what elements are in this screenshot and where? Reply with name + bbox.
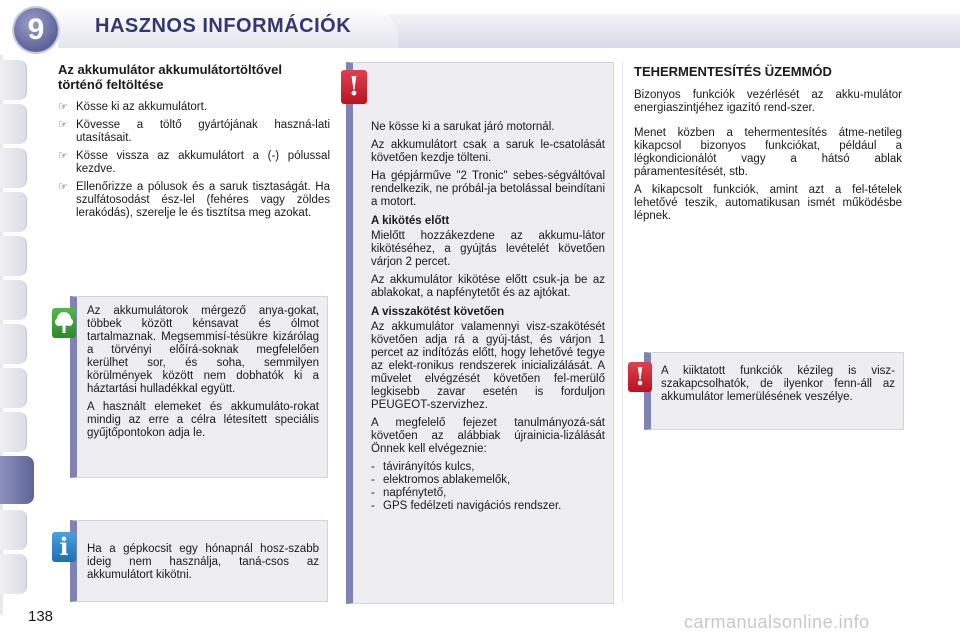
warning-paragraph: A megfelelő fejezet tanulmányozá-sát követően az alábbiak újrainicia-lizálását Önnek kell elvégeznie: [371,417,605,455]
warning-box [346,62,614,604]
chapter-tab-12[interactable] [0,554,27,594]
pointing-hand-icon: ☞ [58,119,68,131]
list-item: - távirányítós kulcs, [371,461,475,473]
section-title: TEHERMENTESÍTÉS ÜZEMMÓD [634,64,832,79]
left-column [58,62,330,225]
chapter-tab-3[interactable] [0,148,27,188]
pointing-hand-icon: ☞ [58,181,68,193]
subsection-title: A visszakötést követően [371,306,505,318]
column-divider [622,62,623,602]
list-item: ☞ Ellenőrizze a pólusok és a saruk tisztaságát. Ha szulfátosodást ész-lel (fehéres vagy zöldes lerakódás), szerelje le és tisztítsa meg azokat. [58,181,330,219]
warning-paragraph: Ha gépjárműve "2 Tronic" sebes-ségváltóval rendelkezik, ne próbál-ja betolással beindítani a motort. [371,170,605,208]
warning-paragraph: Az akkumulátort csak a saruk le-csatolását követően kezdje tölteni. [371,139,605,164]
chapter-tab-2[interactable] [0,104,27,144]
dash-list [371,461,605,513]
chapter-tab-9[interactable] [0,412,27,452]
list-item: ☞ Kövesse a töltő gyártójának haszná-lati utasításait. [58,119,330,144]
warning-paragraph: Az akkumulátor valamennyi visz-szakötését követően adja rá a gyúj-tást, és várjon 1 percet az indítózás előtt, hogy lehetővé tegye az elekt-ronikus rendszerek inicializálását. A művelet elvégzését követően fel-merülő legkisebb zavar esetén is forduljon PEUGEOT-szervizhez. [371,321,605,411]
warning-text: A kiiktatott funkciók kézileg is visz-szakapcsolhatók, de ilyenkor fenn-áll az akkumulátor lemerülésének veszélye. [661,365,895,403]
subsection-title: A kikötés előtt [371,215,450,227]
page-number: 138 [28,608,54,625]
chapter-tab-4[interactable] [0,192,27,232]
env-paragraph: Az akkumulátorok mérgező anya-gokat, többek között kénsavat és ólmot tartalmaznak. Megsemmisí-tésükre kizárólag a törvényi előírá-soknak megfelelően kerülhet sor, és soha, semmilyen körülmények között nem dobhatók ki a háztartási hulladékkal együtt. [87,305,319,395]
chapter-tab-11[interactable] [0,510,27,550]
chapter-tab-5[interactable] [0,236,27,276]
warning-paragraph: Ne kösse ki a sarukat járó motornál. [371,121,555,133]
warning-box-small [644,352,904,430]
chapter-tab-7[interactable] [0,324,27,364]
pointing-hand-icon: ☞ [58,101,68,113]
pointing-hand-icon: ☞ [58,150,68,162]
warning-icon: ! [628,362,652,392]
body-paragraph: Menet közben a tehermentesítés átme-netileg kikapcsol bizonyos funkciókat, például a légkondicionálót vagy a hátsó ablak páramentesítését, stb. [634,127,902,178]
list-item: ☞ Kösse ki az akkumulátort. [58,101,208,113]
page-title: HASZNOS INFORMÁCIÓK [95,15,352,37]
info-box [70,520,328,602]
body-paragraph: A kikapcsolt funkciók, amint azt a fel-tételek lehetővé teszik, automatikusan ismét működésbe lépnek. [634,184,902,222]
bullet-list [58,101,330,220]
chapter-tab-8[interactable] [0,368,27,408]
list-item: - GPS fedélzeti navigációs rendszer. [371,500,562,512]
warning-paragraph: Mielőtt hozzákezdene az akkumu-látor kikötéséhez, a gyújtás levételét követően várjon 2 percet. [371,230,605,268]
chapter-tab-1[interactable] [0,60,27,100]
environment-box [70,296,328,478]
info-text: Ha a gépkocsit egy hónapnál hosz-szabb ideig nem használja, taná-csos az akkumulátort kikötni. [87,543,319,581]
section-title: Az akkumulátor akkumulátortöltővel történő feltöltése [58,62,282,92]
chapter-badge: 9 [14,8,58,52]
body-paragraph: Bizonyos funkciók vezérlését az akku-mulátor energiaszintjéhez igazító rend-szer. [634,89,902,114]
list-item: - elektromos ablakemelők, [371,474,511,486]
chapter-tab-active[interactable] [0,456,34,504]
warning-paragraph: Az akkumulátor kikötése előtt csuk-ja be az ablakokat, a napfénytetőt és az ajtókat. [371,274,605,299]
right-column [634,64,902,228]
list-item: ☞ Kösse vissza az akkumulátort a (-) pólussal kezdve. [58,150,330,175]
env-paragraph: A használt elemeket és akkumuláto-rokat mindig az erre a célra létesített speciális gyűjtőpontokon adja le. [87,401,319,439]
watermark: carmanualsonline.info [684,612,870,632]
warning-icon: ! [341,70,367,104]
info-icon: i [52,532,76,562]
tree-icon [52,308,76,338]
list-item: - napfénytető, [371,487,447,499]
chapter-tab-6[interactable] [0,280,27,320]
